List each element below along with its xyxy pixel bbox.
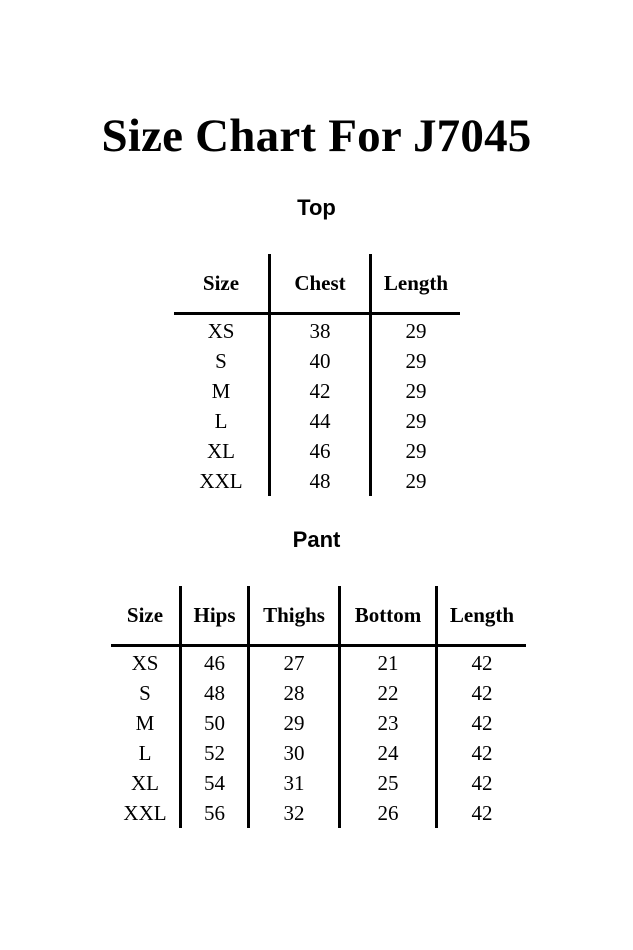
length-cell: 42 [471, 771, 493, 795]
table-row [111, 798, 526, 828]
size-cell: XL [174, 436, 270, 466]
size-cell: XXL [111, 798, 181, 828]
table-row [174, 346, 460, 376]
size-cell: XS [174, 316, 270, 346]
length-cell: 42 [471, 741, 493, 765]
length-cell: 42 [471, 651, 493, 675]
chest-cell: 42 [270, 376, 371, 406]
length-cell: 29 [405, 379, 427, 403]
chest-cell: 44 [270, 406, 371, 436]
chest-cell: 40 [270, 346, 371, 376]
column-header-hips: Hips [181, 586, 249, 646]
column-header-length: Length [437, 586, 527, 646]
chest-cell: 46 [270, 436, 371, 466]
pant-size-table [111, 586, 526, 828]
table-header-row [174, 254, 460, 314]
size-cell: XS [111, 648, 181, 678]
length-cell: 29 [405, 469, 427, 493]
length-cell: 29 [405, 349, 427, 373]
thighs-cell: 30 [249, 738, 340, 768]
table-row [111, 648, 526, 678]
hips-cell: 48 [181, 678, 249, 708]
table-row [174, 466, 460, 496]
table-row [111, 708, 526, 738]
size-cell: XL [111, 768, 181, 798]
chest-cell: 38 [270, 316, 371, 346]
column-header-size: Size [174, 254, 270, 314]
length-cell: 42 [471, 801, 493, 825]
column-header-length: Length [371, 254, 461, 314]
bottom-cell: 22 [340, 678, 437, 708]
thighs-cell: 29 [249, 708, 340, 738]
thighs-cell: 28 [249, 678, 340, 708]
size-cell: M [111, 708, 181, 738]
column-header-size: Size [111, 586, 181, 646]
length-cell: 29 [405, 439, 427, 463]
size-cell: S [174, 346, 270, 376]
thighs-cell: 27 [249, 648, 340, 678]
hips-cell: 56 [181, 798, 249, 828]
length-cell: 29 [405, 319, 427, 343]
length-cell: 42 [471, 681, 493, 705]
table-row [174, 406, 460, 436]
bottom-cell: 25 [340, 768, 437, 798]
hips-cell: 52 [181, 738, 249, 768]
table-row [111, 678, 526, 708]
table-row [111, 738, 526, 768]
hips-cell: 50 [181, 708, 249, 738]
column-header-thighs: Thighs [249, 586, 340, 646]
column-header-chest: Chest [270, 254, 371, 314]
length-cell: 42 [471, 711, 493, 735]
table-row [174, 436, 460, 466]
pant-section-title: Pant [292, 527, 341, 552]
length-cell: 29 [405, 409, 427, 433]
bottom-cell: 26 [340, 798, 437, 828]
size-cell: L [174, 406, 270, 436]
bottom-cell: 21 [340, 648, 437, 678]
bottom-cell: 23 [340, 708, 437, 738]
thighs-cell: 32 [249, 798, 340, 828]
size-cell: M [174, 376, 270, 406]
size-cell: XXL [174, 466, 270, 496]
column-header-bottom: Bottom [340, 586, 437, 646]
top-section-title: Top [297, 195, 336, 220]
thighs-cell: 31 [249, 768, 340, 798]
table-row [174, 376, 460, 406]
table-header-row [111, 586, 526, 646]
hips-cell: 54 [181, 768, 249, 798]
table-row [174, 316, 460, 346]
hips-cell: 46 [181, 648, 249, 678]
size-cell: L [111, 738, 181, 768]
page-title: Size Chart For J7045 [101, 110, 532, 162]
bottom-cell: 24 [340, 738, 437, 768]
top-size-table [174, 254, 460, 496]
size-cell: S [111, 678, 181, 708]
chest-cell: 48 [270, 466, 371, 496]
table-row [111, 768, 526, 798]
